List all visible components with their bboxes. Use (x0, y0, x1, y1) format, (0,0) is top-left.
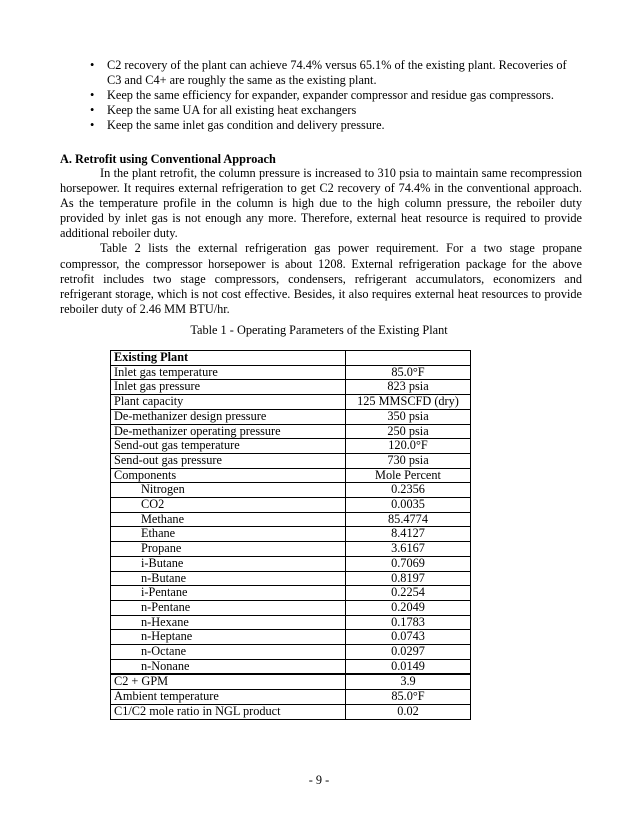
table-row (111, 365, 471, 380)
parameter-label: i-Pentane (111, 586, 346, 601)
parameter-value: 250 psia (346, 424, 471, 439)
table-row (111, 630, 471, 645)
bullet-text: C2 recovery of the plant can achieve 74.4% versus 65.1% of the existing plant. Recoveries of C3 and C4+ are roughly the same as the existing plant. (107, 58, 567, 87)
parameter-value: 823 psia (346, 380, 471, 395)
table-row (111, 453, 471, 468)
table-row (111, 615, 471, 630)
parameter-label: De-methanizer design pressure (111, 409, 346, 424)
parameter-value: 8.4127 (346, 527, 471, 542)
page-number: - 9 - (308, 773, 330, 787)
table-row (111, 424, 471, 439)
table-row (111, 704, 471, 719)
parameter-value: Mole Percent (346, 468, 471, 483)
bullet-list (90, 58, 582, 133)
list-item (90, 58, 582, 88)
parameter-label: Send-out gas pressure (111, 453, 346, 468)
list-item (90, 118, 582, 133)
table-row (111, 409, 471, 424)
table-row (111, 468, 471, 483)
table-cell (346, 351, 471, 366)
parameter-value: 0.0743 (346, 630, 471, 645)
parameter-label: n-Butane (111, 571, 346, 586)
parameter-value: 85.0°F (346, 690, 471, 705)
body-text (60, 166, 582, 317)
table-row (111, 380, 471, 395)
operating-parameters-table (110, 350, 471, 720)
parameter-value: 3.9 (346, 674, 471, 689)
table-row (111, 600, 471, 615)
table-row (111, 586, 471, 601)
bullet-text: Keep the same UA for all existing heat exchangers (107, 103, 357, 117)
table-row (111, 483, 471, 498)
parameter-label: n-Nonane (111, 659, 346, 674)
parameter-value: 350 psia (346, 409, 471, 424)
parameter-label: CO2 (111, 498, 346, 513)
section-heading: A. Retrofit using Conventional Approach (60, 152, 276, 166)
parameter-label: i-Butane (111, 556, 346, 571)
table-row (111, 571, 471, 586)
table-row (111, 690, 471, 705)
parameter-value: 0.1783 (346, 615, 471, 630)
paragraph: In the plant retrofit, the column pressure is increased to 310 psia to maintain same recompression horsepower. It requires external refrigeration to get C2 recovery of 74.4% in the conventional approach. As the temperature profile in the column is high due to the high column pressure, the reboiler duty provided by inlet gas is not enough any more. Therefore, external heat resource is required to provide additional reboiler duty. (60, 166, 582, 241)
parameter-label: n-Octane (111, 645, 346, 660)
bullet-icon: • (90, 103, 95, 117)
parameter-label: C1/C2 mole ratio in NGL product (111, 704, 346, 719)
table-row (111, 659, 471, 674)
parameter-value: 0.0149 (346, 659, 471, 674)
table-row (111, 498, 471, 513)
table-row (111, 645, 471, 660)
parameter-label: C2 + GPM (111, 674, 346, 689)
parameter-label: Ethane (111, 527, 346, 542)
parameter-value: 730 psia (346, 453, 471, 468)
table-row (111, 542, 471, 557)
table-row (111, 556, 471, 571)
parameter-value: 0.2356 (346, 483, 471, 498)
parameter-label: Propane (111, 542, 346, 557)
parameter-value: 0.2254 (346, 586, 471, 601)
bullet-icon: • (90, 58, 95, 72)
bullet-text: Keep the same inlet gas condition and delivery pressure. (107, 118, 385, 132)
table-header-row (111, 351, 471, 366)
parameter-label: De-methanizer operating pressure (111, 424, 346, 439)
parameter-label: Send-out gas temperature (111, 439, 346, 454)
list-item (90, 88, 582, 103)
table-row (111, 674, 471, 689)
parameter-label: n-Hexane (111, 615, 346, 630)
parameter-value: 0.7069 (346, 556, 471, 571)
parameter-label: Ambient temperature (111, 690, 346, 705)
parameter-value: 85.4774 (346, 512, 471, 527)
table-header: Existing Plant (111, 351, 346, 366)
parameter-value: 0.2049 (346, 600, 471, 615)
table-row (111, 395, 471, 410)
list-item (90, 103, 582, 118)
paragraph: Table 2 lists the external refrigeration gas power requirement. For a two stage propane compressor, the compressor horsepower is about 1208. External refrigeration package for the above retrofit includes two stage compressors, condensers, refrigerant accumulators, economizers and refrigerant storage, which is not cost effective. Besides, it also requires external heat resources to provide reboiler duty of 2.46 MM BTU/hr. (60, 241, 582, 316)
parameter-label: Plant capacity (111, 395, 346, 410)
parameter-value: 120.0°F (346, 439, 471, 454)
parameter-value: 0.0035 (346, 498, 471, 513)
parameter-value: 0.8197 (346, 571, 471, 586)
parameter-value: 0.02 (346, 704, 471, 719)
parameter-label: Components (111, 468, 346, 483)
parameter-label: n-Pentane (111, 600, 346, 615)
parameter-label: Methane (111, 512, 346, 527)
parameter-value: 125 MMSCFD (dry) (346, 395, 471, 410)
bullet-text: Keep the same efficiency for expander, expander compressor and residue gas compressors. (107, 88, 554, 102)
parameter-label: Inlet gas temperature (111, 365, 346, 380)
table-row (111, 439, 471, 454)
bullet-icon: • (90, 118, 95, 132)
parameter-value: 85.0°F (346, 365, 471, 380)
parameter-label: n-Heptane (111, 630, 346, 645)
bullet-icon: • (90, 88, 95, 102)
parameter-label: Nitrogen (111, 483, 346, 498)
table-row (111, 512, 471, 527)
parameter-label: Inlet gas pressure (111, 380, 346, 395)
parameter-value: 0.0297 (346, 645, 471, 660)
parameter-value: 3.6167 (346, 542, 471, 557)
table-caption: Table 1 - Operating Parameters of the Existing Plant (190, 323, 448, 337)
table-row (111, 527, 471, 542)
